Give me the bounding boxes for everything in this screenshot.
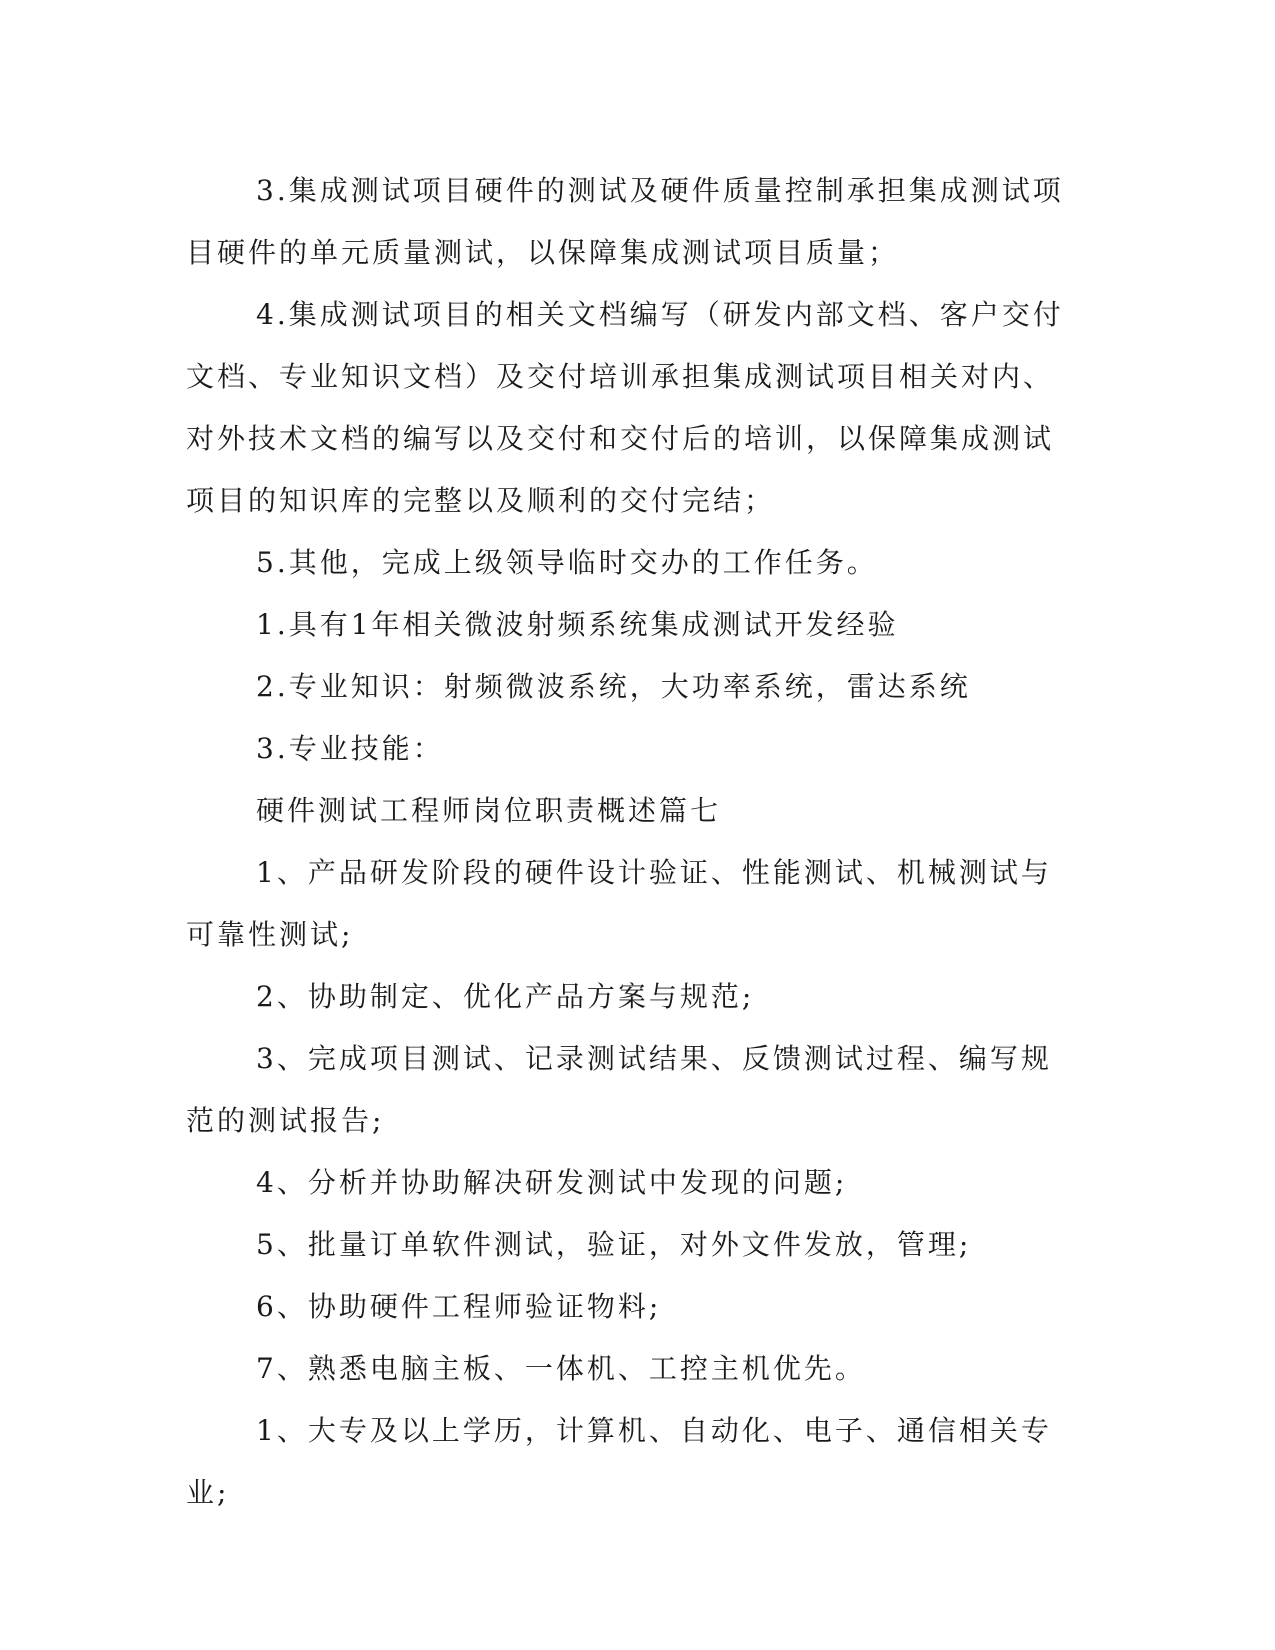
paragraph: 4、分析并协助解决研发测试中发现的问题; xyxy=(256,1166,848,1199)
document-body xyxy=(186,160,1066,1524)
paragraph: 5.其他，完成上级领导临时交办的工作任务。 xyxy=(256,546,878,579)
paragraph: 3.专业技能： xyxy=(256,732,444,765)
paragraph: 2.专业知识：射频微波系统，大功率系统，雷达系统 xyxy=(256,670,971,703)
paragraph: 2、协助制定、优化产品方案与规范; xyxy=(256,980,755,1013)
paragraph: 1、大专及以上学历，计算机、自动化、电子、通信相关专业; xyxy=(186,1414,1052,1509)
paragraph: 5、批量订单软件测试，验证，对外文件发放，管理; xyxy=(256,1228,972,1261)
section-heading: 硬件测试工程师岗位职责概述篇七 xyxy=(256,794,722,827)
paragraph: 1.具有1年相关微波射频系统集成测试开发经验 xyxy=(256,608,899,641)
paragraph: 3、完成项目测试、记录测试结果、反馈测试过程、编写规范的测试报告; xyxy=(186,1042,1052,1137)
paragraph: 1、产品研发阶段的硬件设计验证、性能测试、机械测试与可靠性测试; xyxy=(186,856,1052,951)
paragraph: 6、协助硬件工程师验证物料; xyxy=(256,1290,662,1323)
paragraph: 3.集成测试项目硬件的测试及硬件质量控制承担集成测试项目硬件的单元质量测试，以保障集成测试项目质量； xyxy=(186,174,1064,269)
paragraph: 4.集成测试项目的相关文档编写（研发内部文档、客户交付文档、专业知识文档）及交付培训承担集成测试项目相关对内、对外技术文档的编写以及交付和交付后的培训，以保障集成测试项目的知识库的完整以及顺利的交付完结； xyxy=(186,298,1064,517)
paragraph: 7、熟悉电脑主板、一体机、工控主机优先。 xyxy=(256,1352,866,1385)
